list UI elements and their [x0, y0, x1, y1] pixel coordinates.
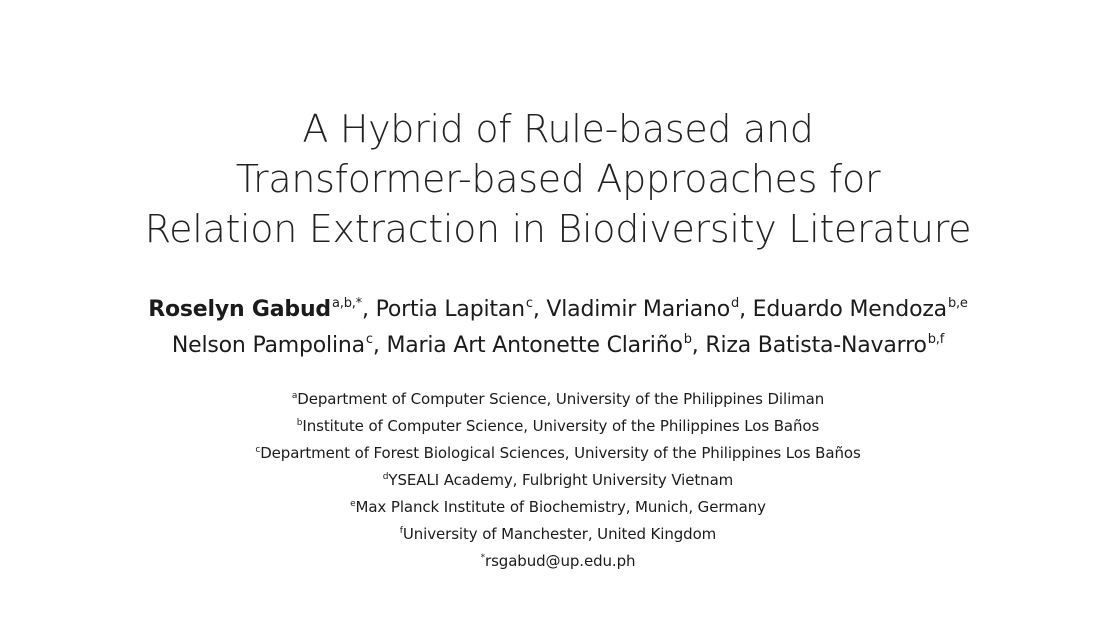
affiliation-list: [0, 386, 1116, 575]
affiliation-mark: c: [255, 445, 261, 455]
author-affiliation-marks: c: [525, 296, 533, 311]
author-name: Vladimir Mariano: [546, 297, 731, 322]
author-affiliation-marks: c: [365, 332, 373, 347]
affiliation-text: YSEALI Academy, Fulbright University Vietnam: [388, 471, 734, 489]
author-separator: ,: [361, 297, 369, 322]
affiliation-mark: b: [296, 418, 303, 428]
affiliation-item: [0, 413, 1116, 440]
email-text: rsgabud@up.edu.ph: [485, 552, 636, 570]
author-separator: ,: [739, 297, 746, 322]
affiliation-text: Institute of Computer Science, University of the Philippines Los Baños: [302, 417, 820, 435]
author-list: [0, 292, 1116, 364]
author-row-2: [0, 328, 1116, 364]
author-name: Portia Lapitan: [375, 297, 525, 322]
author-separator: ,: [691, 333, 699, 358]
title-line: Transformer-based Approaches for: [235, 157, 881, 201]
contact-email[interactable]: [0, 548, 1116, 575]
paper-title: [0, 104, 1116, 254]
affiliation-item: [0, 494, 1116, 521]
affiliation-text: Department of Computer Science, University of the Philippines Diliman: [297, 390, 825, 408]
affiliation-text: University of Manchester, United Kingdom: [402, 525, 717, 543]
affiliation-mark: a: [291, 391, 298, 401]
author-separator: ,: [372, 333, 380, 358]
affiliation-mark: f: [399, 526, 403, 536]
corresponding-author-mark: *: [480, 553, 485, 563]
affiliation-mark: d: [382, 472, 389, 482]
author-name: Riza Batista-Navarro: [705, 333, 927, 358]
affiliation-item: [0, 521, 1116, 548]
affiliation-item: [0, 467, 1116, 494]
title-line: Relation Extraction in Biodiversity Literature: [144, 207, 972, 251]
author-affiliation-marks: b: [683, 332, 692, 347]
author-name: Roselyn Gabud: [148, 297, 331, 322]
title-line: A Hybrid of Rule-based and: [302, 107, 814, 151]
author-row-1: [0, 292, 1116, 328]
affiliation-item: [0, 440, 1116, 467]
affiliation-text: Max Planck Institute of Biochemistry, Munich, Germany: [355, 498, 766, 516]
author-affiliation-marks: a,b,*: [332, 296, 362, 311]
author-name: Nelson Pampolina: [171, 333, 365, 358]
affiliation-mark: e: [350, 499, 356, 509]
author-name: Eduardo Mendoza: [752, 297, 947, 322]
author-affiliation-marks: b,f: [927, 332, 945, 347]
author-name: Maria Art Antonette Clariño: [386, 333, 683, 358]
affiliation-item: [0, 386, 1116, 413]
author-affiliation-marks: d: [731, 296, 740, 311]
affiliation-text: Department of Forest Biological Sciences, University of the Philippines Los Baños: [260, 444, 861, 462]
author-affiliation-marks: b,e: [947, 296, 968, 311]
author-separator: ,: [532, 297, 540, 322]
